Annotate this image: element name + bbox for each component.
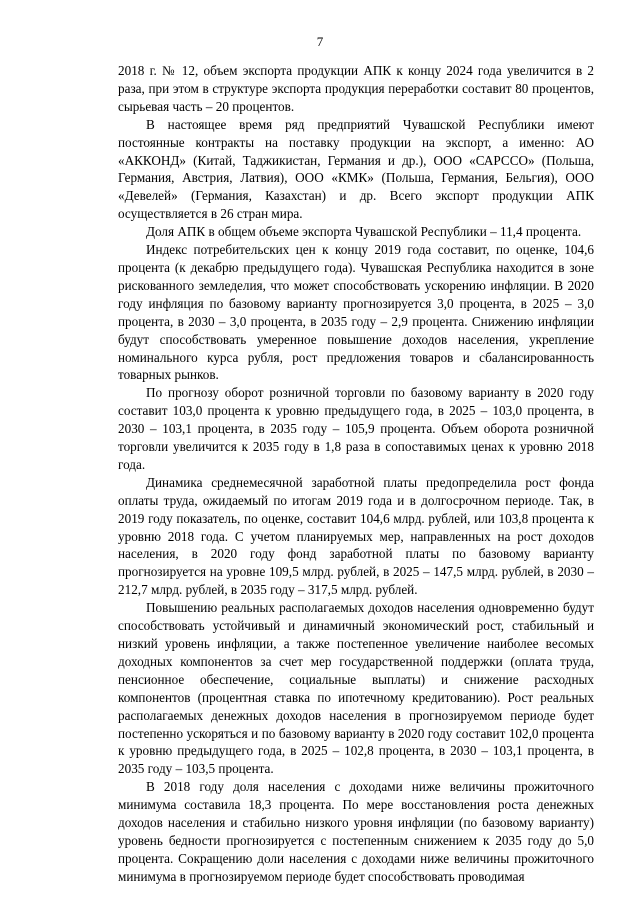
- body-text: [118, 62, 594, 886]
- page-number: 7: [316, 34, 324, 49]
- paragraph-poverty-level: В 2018 году доля населения с доходами ниже величины прожиточного минимума составила 18,3 процента. По мере восстановления роста денежных доходов населения и стабильно низкого уровня инфляции (по базовому варианту) уровень бедности прогнозируется с постепенным снижением к 2035 году до 5,0 процента. Сокращению доли населения с доходами ниже величины прожиточного минимума в прогнозируемом периоде будет способствовать проводимая: [118, 779, 594, 884]
- paragraph-export-contracts: В настоящее время ряд предприятий Чувашской Республики имеют постоянные контракты на поставку продукции на экспорт, а именно: АО «АККОНД» (Китай, Таджикистан, Германия и др.), ООО «САРССО» (Польша, Германия, Австрия, Латвия), ООО «КМК» (Польша, Германия, Бельгия), ООО «Девелей» (Германия, Казахстан) и др. Всего экспорт продукции АПК осуществляется в 26 стран мира.: [118, 116, 594, 222]
- paragraph-real-incomes: Повышению реальных располагаемых доходов населения одновременно будут способствовать устойчивый и динамичный экономический рост, стабильный и низкий уровень инфляции, а также постепенное увеличение наиболее весомых доходных компонентов за счет мер государственной поддержки (оплата труда, пенсионное обеспечение, социальные выплаты) и снижение расходных компонентов (процентная ставка по ипотечному кредитованию). Рост реальных располагаемых денежных доходов населения в прогнозируемом периоде будет постепенно ускоряться и по базовому варианту в 2020 году составит 102,0 процента к уровню предыдущего года, в 2025 – 102,8 процента, в 2030 – 103,1 процента, в 2035 году – 103,5 процента.: [118, 600, 594, 777]
- paragraph-export-growth: 2018 г. № 12, объем экспорта продукции АПК к концу 2024 года увеличится в 2 раза, при этом в структуре экспорта продукция переработки составит 80 процентов, сырьевая часть – 20 процентов.: [118, 63, 594, 114]
- paragraph-agro-export-share: Доля АПК в общем объеме экспорта Чувашской Республики – 11,4 процента.: [146, 224, 582, 240]
- paragraph-consumer-price-index: Индекс потребительских цен к концу 2019 года составит, по оценке, 104,6 процента (к декабрю предыдущего года). Чувашская Республика находится в зоне рискованного земледелия, что может способствовать ускорению инфляции. В 2020 году инфляция по базовому варианту прогнозируется 3,0 процента, в 2025 – 3,0 процента, в 2030 – 3,0 процента, в 2035 году – 2,9 процента. Снижению инфляции будут способствовать умеренное повышение доходов населения, укрепление номинального курса рубля, рост предложения товаров и сбалансированность товарных рынков.: [118, 242, 594, 383]
- paragraph-retail-turnover: По прогнозу оборот розничной торговли по базовому варианту в 2020 году составит 103,0 процента к уровню предыдущего года, в 2025 – 103,0 процента, в 2030 – 103,1 процента, в 2035 году – 105,9 процента. Объем оборота розничной торговли увеличится к 2035 году в 1,8 раза в сопоставимых ценах к уровню 2018 года.: [118, 385, 594, 472]
- paragraph-wage-fund: Динамика среднемесячной заработной платы предопределила рост фонда оплаты труда, ожидаемый по итогам 2019 года и в долгосрочном периоде. Так, в 2019 году показатель, по оценке, составит 104,6 млрд. рублей, или 103,8 процента к уровню 2018 года. С учетом планируемых мер, направленных на рост доходов населения, в 2020 году фонд заработной платы по базовому варианту прогнозируется на уровне 109,5 млрд. рублей, в 2025 – 147,5 млрд. рублей, в 2030 – 212,7 млрд. рублей, в 2035 году – 317,5 млрд. рублей.: [118, 474, 594, 598]
